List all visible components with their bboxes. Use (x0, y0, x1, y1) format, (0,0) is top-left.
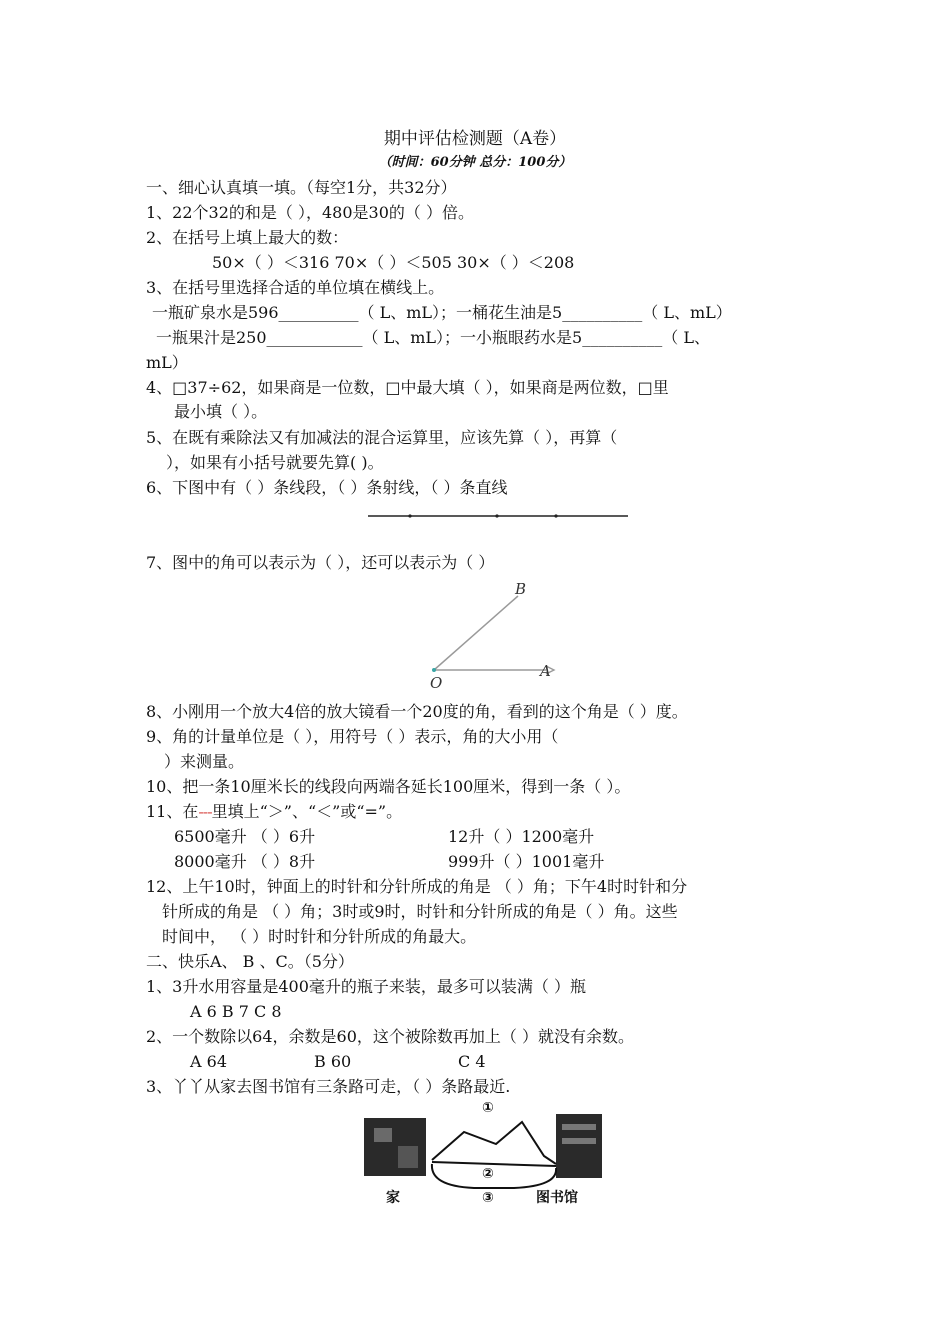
question-1-11-c: 8000毫升 （ ）8升 (174, 852, 316, 871)
section2-heading: 二、快乐A、 B 、C。（5分） (146, 952, 354, 971)
question-2-2-option-a: A 64 (190, 1052, 227, 1071)
question-1-4-row1: 4、□37÷62，如果商是一位数，□中最大填（ ），如果商是两位数，□里 (146, 378, 669, 397)
question-2-2-option-c: C 4 (458, 1052, 486, 1071)
question-1-10: 10、把一条10厘米长的线段向两端各延长100厘米，得到一条（ ）。 (146, 777, 631, 796)
question-1-3-row2: 一瓶果汁是250____________（ L、mL）；一小瓶眼药水是5__________（ L、 (156, 328, 710, 347)
exam-subtitle: （时间：60分钟 总分：100分） (378, 155, 572, 170)
question-1-11-b: 12升（ ）1200毫升 (448, 827, 595, 846)
route-2-path (432, 1162, 556, 1166)
question-1-3-row3: mL） (146, 353, 188, 372)
question-1-2-row: 50×（ ）＜316 70×（ ）＜505 30×（ ）＜208 (212, 253, 575, 272)
route-1-label: ① (482, 1100, 494, 1116)
question-1-2: 2、在括号上填上最大的数： (146, 228, 349, 247)
home-image-detail (374, 1128, 392, 1142)
question-1-11-pre: 11、在 (146, 802, 199, 821)
question-1-5-row1: 5、在既有乘除法又有加减法的混合运算里，应该先算（ ），再算（ (146, 428, 618, 447)
figure-point (495, 514, 498, 517)
library-label: 图书馆 (536, 1190, 578, 1206)
route-map-figure (364, 1094, 624, 1214)
figure-point (408, 514, 411, 517)
ray-ob (434, 596, 518, 670)
question-1-11 (146, 800, 402, 824)
library-image-detail (562, 1138, 596, 1144)
question-1-11-a: 6500毫升 （ ）6升 (174, 827, 316, 846)
question-2-1-options: A 6 B 7 C 8 (190, 1002, 282, 1021)
question-1-8: 8、小刚用一个放大4倍的放大镜看一个20度的角，看到的这个角是（ ）度。 (146, 702, 688, 721)
label-a: A (540, 662, 551, 680)
question-2-3: 3、丫丫从家去图书馆有三条路可走，（ ）条路最近. (146, 1077, 511, 1096)
home-image-detail (398, 1146, 418, 1168)
exam-title: 期中评估检测题（A卷） (383, 129, 567, 149)
question-1-12-row3: 时间中， （ ）时时针和分针所成的角最大。 (162, 927, 477, 946)
label-o: O (430, 674, 443, 692)
question-2-2-option-b: B 60 (314, 1052, 352, 1071)
section1-heading: 一、细心认真填一填。（每空1分，共32分） (146, 178, 457, 197)
route-1-path (432, 1122, 556, 1164)
question-1-11-post: 里填上“＞”、“＜”或“=”。 (211, 802, 403, 821)
question-2-1: 1、3升水用容量是400毫升的瓶子来装，最多可以装满（ ）瓶 (146, 977, 586, 996)
question-1-12-row2: 针所成的角是 （ ）角；3时或9时，时针和分针所成的角是（ ）角。这些 (162, 902, 678, 921)
question-1-3-row1: 一瓶矿泉水是596__________（ L、mL）；一桶花生油是5__________（ L、mL） (152, 303, 732, 322)
library-image-detail (562, 1124, 596, 1130)
question-1-3: 3、在括号里选择合适的单位填在横线上。 (146, 278, 445, 297)
question-1-7: 7、图中的角可以表示为（ ），还可以表示为（ ） (146, 553, 495, 572)
question-1-9-row2: ）来测量。 (164, 752, 245, 771)
question-1-6: 6、下图中有（ ）条线段，（ ）条射线，（ ）条直线 (146, 478, 508, 497)
library-image (556, 1114, 602, 1178)
route-3-label: ③ (482, 1190, 494, 1206)
vertex-o-point (432, 668, 436, 672)
question-1-1: 1、22个32的和是（ ），480是30的（ ）倍。 (146, 203, 474, 222)
route-3-path (432, 1164, 556, 1188)
question-1-11-d: 999升（ ）1001毫升 (448, 852, 605, 871)
question-1-12-row1: 12、上午10时，钟面上的时针和分针所成的角是 （ ）角；下午4时时针和分 (146, 877, 688, 896)
figure-point (554, 514, 557, 517)
home-label: 家 (386, 1190, 400, 1206)
line-segment-figure (366, 509, 636, 523)
label-b: B (515, 580, 527, 598)
question-2-2: 2、一个数除以64，余数是60，这个被除数再加上（ ）就没有余数。 (146, 1027, 634, 1046)
question-1-4-row2: 最小填（ ）。 (174, 402, 268, 421)
question-1-5-row2: ），如果有小括号就要先算( )。 (166, 453, 384, 472)
red-dash-mark: --- (198, 802, 212, 821)
angle-figure (420, 580, 600, 690)
route-2-label: ② (482, 1166, 494, 1182)
question-1-9-row1: 9、角的计量单位是（ ），用符号（ ）表示，角的大小用（ (146, 727, 559, 746)
